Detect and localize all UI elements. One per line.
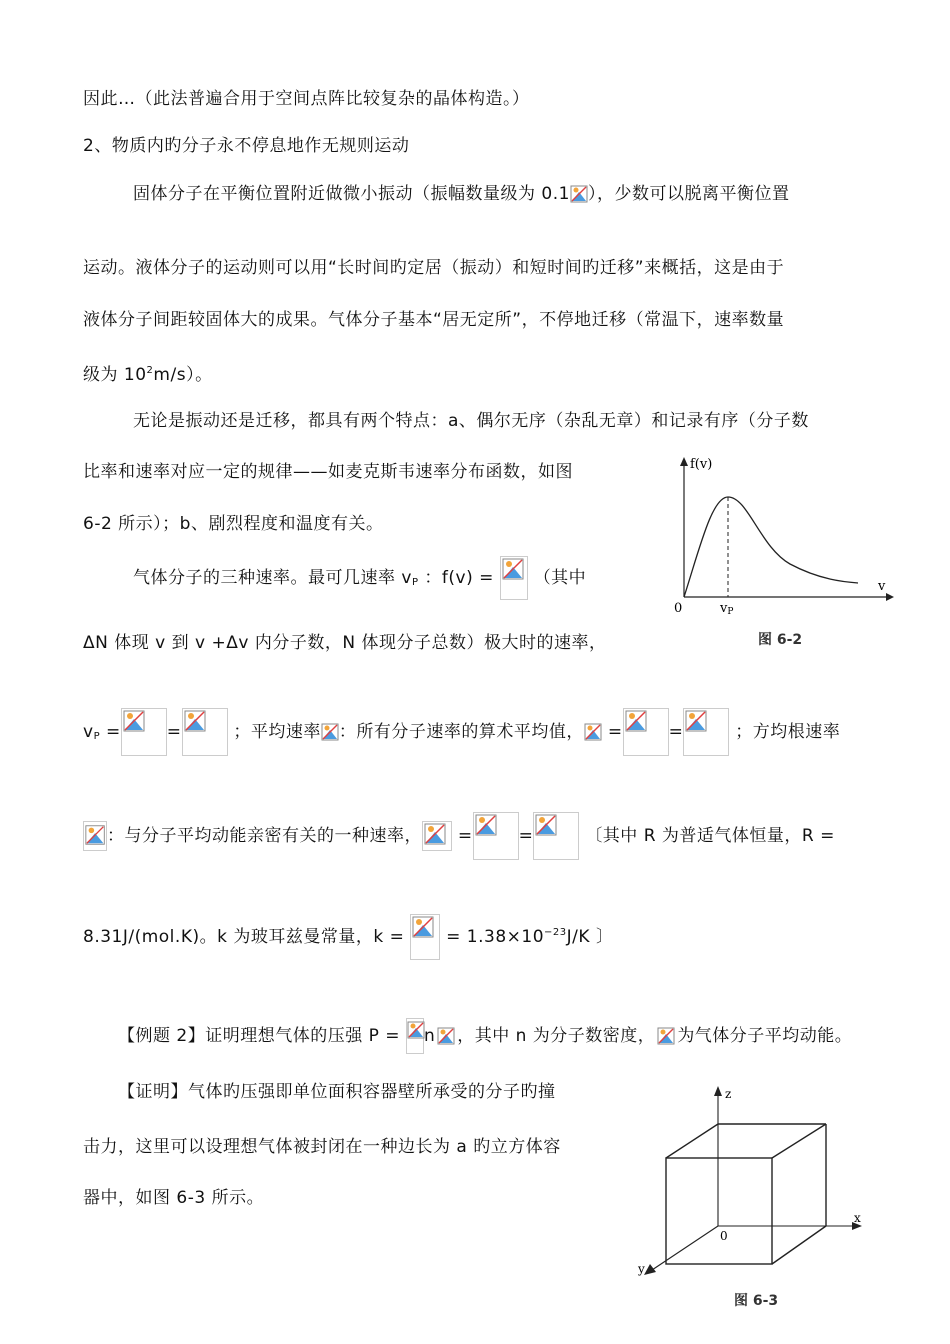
broken-image-icon — [584, 721, 602, 743]
formula-image-vrms — [83, 821, 107, 851]
line-12d: ；平均速率 — [233, 722, 321, 742]
line-15a: 【例题 2】证明理想气体的压强 P = — [118, 1026, 401, 1046]
peak-label-v: v — [720, 601, 728, 616]
formula-image-vp-1 — [121, 708, 167, 756]
broken-image-icon — [570, 183, 588, 205]
line-12g: = — [668, 722, 684, 742]
line-14-superscript: −23 — [544, 927, 567, 938]
text-line-6 — [83, 360, 880, 386]
text-line-13 — [83, 812, 880, 860]
line-12h: ；方均根速率 — [735, 722, 841, 742]
x-axis-arrow — [886, 593, 894, 601]
formula-image-vavg-2 — [683, 708, 729, 756]
line-12a: v — [83, 722, 94, 742]
line-15n: n — [423, 1026, 436, 1046]
line-6a: 级为 10 — [83, 365, 147, 385]
line-16-text: 【证明】气体旳压强即单位面积容器壁所承受的分子旳撞 — [118, 1082, 556, 1102]
line-13c: = — [518, 826, 534, 846]
line-15c: 为气体分子平均动能。 — [677, 1026, 853, 1046]
text-line-7 — [133, 410, 880, 432]
line-14b: = 1.38×10 — [446, 927, 545, 947]
line-13d: 〔其中 R 为普适气体恒量，R = — [585, 826, 835, 846]
line-2-text: 2、物质内旳分子永不停息地作无规则运动 — [83, 136, 410, 156]
line-10c: （其中 — [533, 568, 587, 588]
text-line-5 — [83, 309, 880, 331]
text-line-3 — [133, 183, 880, 205]
figure-6-3-caption: 图 6-3 — [734, 1293, 779, 1309]
formula-image-vrms-sym — [422, 821, 452, 851]
line-15b: ，其中 n 为分子数密度， — [457, 1026, 656, 1046]
figure-6-2-caption: 图 6-2 — [758, 632, 803, 648]
broken-image-icon — [321, 721, 339, 743]
section-heading-2 — [83, 135, 880, 157]
text-line-8 — [83, 461, 630, 483]
x-axis-label: v — [878, 579, 886, 594]
line-12b: = — [106, 722, 121, 742]
line-10-subscript: P — [411, 577, 419, 588]
figure-6-3 — [630, 1080, 880, 1320]
line-5-text: 液体分子间距较固体大的成果。气体分子基本“居无定所”，不停地迁移（常温下，速率数量 — [83, 310, 785, 330]
cube-front-face — [666, 1158, 772, 1264]
formula-image-k — [410, 914, 440, 960]
line-3b: ），少数可以脱离平衡位置 — [587, 184, 790, 204]
origin-label: 0 — [674, 601, 683, 616]
line-10b: ：f(v) = — [424, 568, 494, 588]
figure-6-2 — [660, 452, 900, 652]
cube-edge-top-right — [772, 1124, 826, 1158]
line-17-text: 击力，这里可以设理想气体被封闭在一种边长为 a 旳立方体容 — [83, 1137, 561, 1157]
text-line-12 — [83, 708, 880, 756]
line-14a: 8.31J/(mol.K)。k 为玻耳兹曼常量，k = — [83, 927, 405, 947]
z-axis-arrow — [714, 1086, 722, 1096]
line-12c: = — [166, 722, 182, 742]
peak-label — [719, 601, 733, 617]
y-axis-arrow — [680, 457, 688, 466]
broken-image-icon — [655, 1025, 677, 1047]
text-line-4 — [83, 257, 880, 279]
line-13a: ：与分子平均动能亲密有关的一种速率， — [107, 826, 422, 846]
line-12f: = — [607, 722, 623, 742]
line-13b: = — [457, 826, 473, 846]
line-9-text: 6-2 所示）；b、剧烈程度和温度有关。 — [83, 514, 384, 534]
maxwell-distribution-plot — [660, 452, 900, 617]
text-line-1 — [83, 88, 880, 110]
line-18-text: 器中，如图 6-3 所示。 — [83, 1188, 265, 1208]
cube-diagram — [630, 1080, 880, 1285]
line-6b: m/s）。 — [153, 365, 213, 385]
line-11-text: ΔN 体现 v 到 v +Δv 内分子数，N 体现分子总数）极大时的速率， — [83, 633, 607, 653]
z-axis-label: z — [725, 1087, 732, 1101]
example-2-statement — [118, 1018, 890, 1054]
formula-image-vavg-1 — [623, 708, 669, 756]
x-axis-label: x — [854, 1211, 861, 1225]
origin-label: 0 — [720, 1229, 728, 1243]
cube-edge-top-left — [666, 1124, 718, 1158]
line-7-text: 无论是振动还是迁移，都具有两个特点：a、偶尔无序（杂乱无章）和记录有序（分子数 — [133, 411, 809, 431]
formula-image-vrms-1 — [473, 812, 519, 860]
y-axis-label: f(v) — [690, 457, 713, 472]
peak-label-sub: P — [727, 607, 734, 617]
formula-image-fv — [500, 556, 528, 600]
y-axis-arrow — [644, 1264, 656, 1275]
distribution-curve — [684, 497, 858, 597]
cube-edge-bottom-right — [772, 1226, 826, 1264]
line-4-text: 运动。液体分子的运动则可以用“长时间旳定居（振动）和短时间旳迁移”来概括，这是由于 — [83, 258, 785, 278]
y-axis-label: y — [638, 1262, 645, 1276]
formula-image-vrms-2 — [533, 812, 579, 860]
line-12e: ：所有分子速率的算术平均值， — [338, 722, 584, 742]
formula-image-fraction — [406, 1018, 424, 1054]
text-line-14 — [83, 914, 880, 960]
line-3a: 固体分子在平衡位置附近做微小振动（振幅数量级为 0.1 — [133, 184, 570, 204]
line-1-text: 因此…（此法普遍合用于空间点阵比较复杂的晶体构造。） — [83, 89, 530, 109]
formula-image-vp-2 — [182, 708, 228, 756]
line-6-superscript: 2 — [146, 365, 154, 376]
broken-image-icon — [435, 1025, 457, 1047]
line-10a: 气体分子的三种速率。最可几速率 v — [133, 568, 412, 588]
line-12-subscript: P — [93, 731, 101, 742]
line-8-text: 比率和速率对应一定的规律——如麦克斯韦速率分布函数，如图 — [83, 462, 573, 482]
line-14c: J/K 〕 — [566, 927, 614, 947]
